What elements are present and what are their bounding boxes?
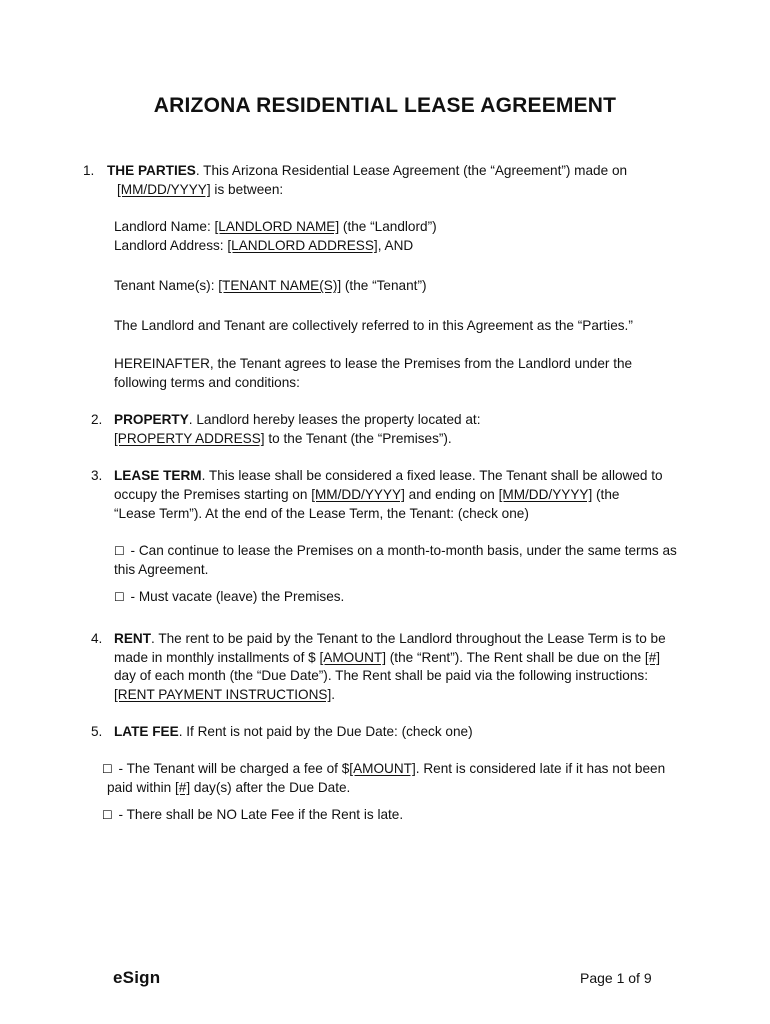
- section-1-text-2: is between:: [210, 182, 284, 197]
- landlord-address-field[interactable]: [LANDLORD ADDRESS]: [227, 238, 378, 253]
- landlord-address-suffix: , AND: [377, 238, 414, 253]
- property-address-field[interactable]: [PROPERTY ADDRESS]: [114, 431, 265, 446]
- late-fee-option-line-2: [107, 778, 350, 797]
- section-1-line-1: [107, 161, 627, 180]
- rent-amount-field[interactable]: [AMOUNT]: [319, 650, 386, 665]
- late-fee-checkbox[interactable]: ☐: [102, 762, 113, 776]
- lease-start-date-field[interactable]: [MM/DD/YYYY]: [311, 487, 405, 502]
- section-3-heading: LEASE TERM: [114, 468, 202, 483]
- section-2-number: 2.: [91, 412, 103, 427]
- tenant-name-suffix: (the “Tenant”): [341, 278, 427, 293]
- section-2-line-1: [114, 410, 480, 429]
- no-late-fee-label: - There shall be NO Late Fee if the Rent is late.: [114, 807, 404, 822]
- month-to-month-option-line-2: this Agreement.: [114, 562, 209, 577]
- late-fee-days-field[interactable]: [#]: [175, 780, 191, 795]
- landlord-address-label: Landlord Address:: [114, 238, 224, 253]
- page-number: Page 1 of 9: [580, 970, 652, 986]
- section-4-text-2b: (the “Rent”). The Rent shall be due on the: [385, 650, 645, 665]
- rent-due-day-field[interactable]: [#]: [644, 650, 661, 665]
- section-4-period: .: [331, 687, 336, 702]
- tenant-name-line: [114, 276, 427, 295]
- section-3-line-1: [114, 466, 663, 485]
- landlord-name-line: [114, 217, 437, 236]
- section-4-line-2: [114, 648, 660, 667]
- no-late-fee-option: [102, 805, 403, 825]
- section-3-number: 3.: [91, 468, 103, 483]
- section-4-number: 4.: [91, 631, 103, 646]
- lease-end-date-field[interactable]: [MM/DD/YYYY]: [498, 487, 593, 502]
- no-late-fee-checkbox[interactable]: ☐: [102, 808, 113, 822]
- section-3-line-3: “Lease Term”). At the end of the Lease Term, the Tenant: (check one): [114, 506, 529, 521]
- section-5-text: . If Rent is not paid by the Due Date: (check one): [178, 724, 473, 739]
- must-vacate-label: - Must vacate (leave) the Premises.: [126, 589, 345, 604]
- esign-logo: eSign: [113, 968, 161, 987]
- section-3-text-2a: occupy the Premises starting on: [114, 487, 312, 502]
- section-3-text-2c: (the: [592, 487, 620, 502]
- section-4-line-4: [114, 685, 335, 704]
- late-fee-amount-field[interactable]: [AMOUNT]: [349, 761, 416, 776]
- landlord-name-suffix: (the “Landlord”): [339, 219, 437, 234]
- month-to-month-option: [114, 541, 677, 561]
- section-1-number: 1.: [83, 163, 95, 178]
- section-3-text: . This lease shall be considered a fixed lease. The Tenant shall be allowed to: [201, 468, 663, 483]
- late-fee-label-d: day(s) after the Due Date.: [190, 780, 351, 795]
- section-4-line-1: [114, 629, 666, 648]
- late-fee-label-c: paid within: [107, 780, 176, 795]
- agreement-date-field[interactable]: [MM/DD/YYYY]: [117, 182, 211, 197]
- section-4-text: . The rent to be paid by the Tenant to the Landlord throughout the Lease Term is to be: [151, 631, 666, 646]
- landlord-name-field[interactable]: [LANDLORD NAME]: [214, 219, 340, 234]
- rent-payment-instructions-field[interactable]: [RENT PAYMENT INSTRUCTIONS]: [114, 687, 332, 702]
- section-3-text-2b: and ending on: [404, 487, 499, 502]
- hereinafter-line-1: HEREINAFTER, the Tenant agrees to lease the Premises from the Landlord under the: [114, 356, 633, 371]
- month-to-month-label: - Can continue to lease the Premises on a month-to-month basis, under the same terms as: [126, 543, 677, 558]
- month-to-month-checkbox[interactable]: ☐: [114, 544, 125, 558]
- section-4-text-2a: made in monthly installments of $: [114, 650, 320, 665]
- must-vacate-checkbox[interactable]: ☐: [114, 590, 125, 604]
- section-1-heading: THE PARTIES: [107, 163, 196, 178]
- tenant-name-field[interactable]: [TENANT NAME(S)]: [218, 278, 342, 293]
- section-1-line-2: [117, 180, 283, 199]
- section-4-heading: RENT: [114, 631, 152, 646]
- section-1-text: . This Arizona Residential Lease Agreement (the “Agreement”) made on: [195, 163, 628, 178]
- section-3-line-2: [114, 485, 619, 504]
- tenant-name-label: Tenant Name(s):: [114, 278, 215, 293]
- hereinafter-line-2: following terms and conditions:: [114, 375, 300, 390]
- document-title: ARIZONA RESIDENTIAL LEASE AGREEMENT: [153, 94, 617, 117]
- section-2-text-2: to the Tenant (the “Premises”).: [264, 431, 452, 446]
- section-4-line-3: day of each month (the “Due Date”). The Rent shall be paid via the following instructions:: [114, 668, 648, 683]
- late-fee-option: [102, 759, 665, 779]
- section-5-number: 5.: [91, 724, 103, 739]
- must-vacate-option: [114, 587, 344, 607]
- section-2-line-2: [114, 429, 452, 448]
- section-5-heading: LATE FEE: [114, 724, 179, 739]
- late-fee-label-b: . Rent is considered late if it has not been: [415, 761, 666, 776]
- parties-paragraph: The Landlord and Tenant are collectively referred to in this Agreement as the “Parties.”: [114, 318, 633, 333]
- section-2-heading: PROPERTY: [114, 412, 189, 427]
- late-fee-label-a: - The Tenant will be charged a fee of $: [114, 761, 350, 776]
- section-2-text: . Landlord hereby leases the property located at:: [188, 412, 481, 427]
- section-5-line-1: [114, 722, 473, 741]
- landlord-address-line: [114, 236, 413, 255]
- landlord-name-label: Landlord Name:: [114, 219, 211, 234]
